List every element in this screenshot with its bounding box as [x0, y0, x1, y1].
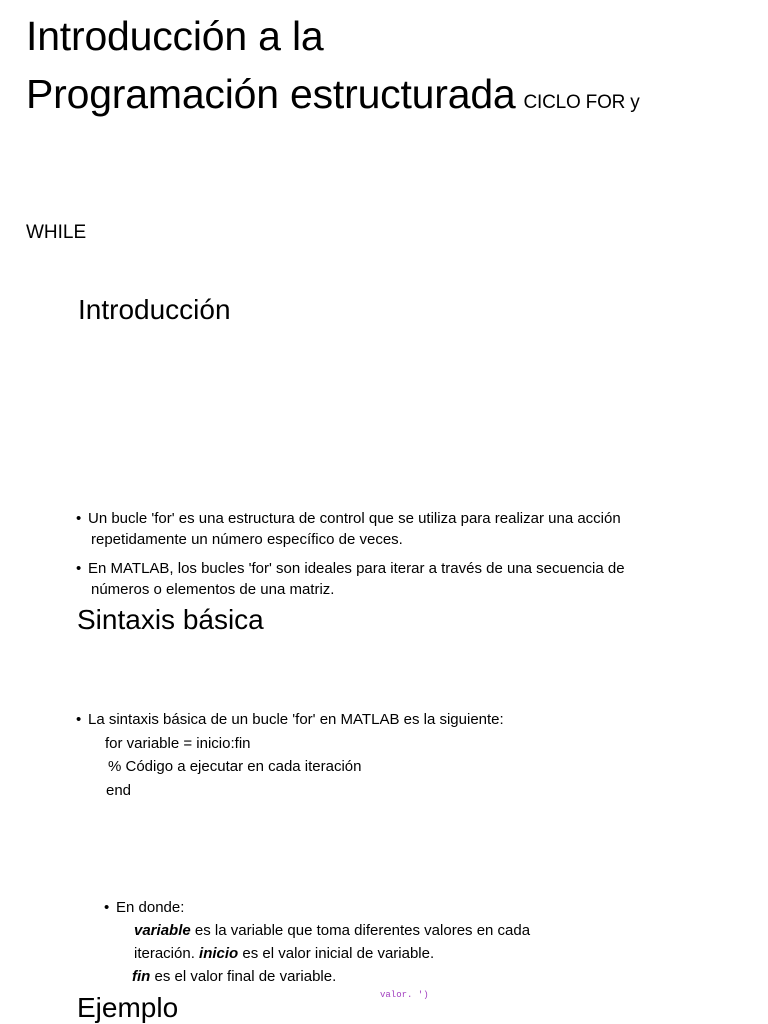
- syntax-line-comment: % Código a ejecutar en cada iteración: [108, 758, 362, 775]
- page-title-continuation: WHILE: [26, 222, 87, 243]
- definition-fin: [132, 966, 336, 987]
- term-variable: variable: [134, 922, 191, 939]
- page-title-line-2: [26, 72, 640, 125]
- syntax-line-end: end: [106, 782, 132, 799]
- definition-text: iteración.: [134, 945, 200, 962]
- list-item: [104, 897, 184, 918]
- list-item: [76, 558, 625, 600]
- bullet-text-continuation: números o elementos de una matriz.: [91, 581, 335, 598]
- definition-inicio: [134, 943, 434, 964]
- definition-text: es el valor final de variable.: [150, 968, 337, 985]
- bullet-text: Un bucle 'for' es una estructura de control que se utiliza para realizar una acción: [88, 510, 621, 527]
- definition-text: es la variable que toma diferentes valores en cada: [190, 922, 531, 939]
- code-snippet-fragment: valor. '): [380, 990, 429, 1000]
- page-title-line-1: Introducción a la: [26, 13, 324, 59]
- bullet-text: En MATLAB, los bucles 'for' son ideales para iterar a través de una secuencia de: [88, 560, 625, 577]
- bullet-icon: •: [104, 899, 110, 916]
- definition-variable: [134, 920, 530, 941]
- page-title-subtitle: CICLO FOR y: [523, 92, 640, 113]
- term-inicio: inicio: [199, 945, 239, 962]
- bullet-text: En donde:: [116, 899, 185, 916]
- section-heading-sintaxis: Sintaxis básica: [77, 604, 264, 635]
- term-fin: fin: [132, 968, 151, 985]
- bullet-icon: •: [76, 711, 82, 728]
- page-title-main: Programación estructurada: [26, 71, 516, 117]
- list-item: [76, 508, 621, 550]
- section-heading-ejemplo: Ejemplo: [77, 992, 179, 1023]
- syntax-line-for: for variable = inicio:fin: [105, 735, 251, 752]
- bullet-icon: •: [76, 510, 82, 527]
- bullet-icon: •: [76, 560, 82, 577]
- definition-text: es el valor inicial de variable.: [238, 945, 435, 962]
- bullet-text: La sintaxis básica de un bucle 'for' en MATLAB es la siguiente:: [88, 711, 504, 728]
- section-heading-introduccion: Introducción: [78, 294, 231, 325]
- bullet-text-continuation: repetidamente un número específico de veces.: [91, 531, 403, 548]
- list-item: [76, 709, 504, 730]
